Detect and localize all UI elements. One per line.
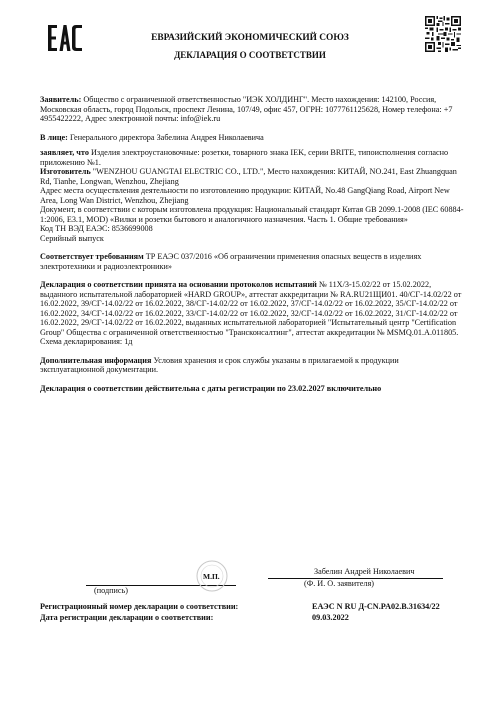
applicant-label: Заявитель: [40, 95, 82, 104]
basis-paragraph [40, 280, 464, 337]
basis-text: № 11Х/3-15.02/22 от 15.02.2022, выданного испытательной лабораторией «HARD GROUP», аттестат аккредитации № RA.RU21ЩИ01. 40/СГ-14.02/22 от 16.02.2022, 39/СГ-14.02/22 от 16.02.2022, 38/СГ-14.02/22 от 16.02.2022, 37/СГ-14.02/22 от 16.02.2022, 35/СГ-14.02/22 от 16.02.2022, 34/СГ-14.02/22 от 16.02.2022, 33/СГ-14.02/22 от 16.02.2022, 32/СГ-14.02/22 от 16.02.2022, 31/СГ-14.02/22 от 16.02.2022, 29/СГ-14.02/22 от 16.02.2022, выданных испытательной лабораторией "Испытательный центр "Certification Group" Общества с ограниченной ответственностью "Трансконсалтинг", аттестат аккредитации № MSMQ.01.A.011805. [40, 280, 462, 337]
conformity-text: ТР ЕАЭС 037/2016 «Об ограничении применения опасных веществ в изделиях электротехники и радиоэлектроники» [40, 252, 422, 271]
person-text: Генерального директора Забелина Андрея Николаевича [67, 132, 264, 142]
registration-number-row [40, 602, 480, 613]
declares-paragraph [40, 148, 464, 167]
additional-text: Условия хранения и срок службы указаны в прилагаемой к продукции эксплуатационной документации. [40, 355, 399, 374]
registration-number-label: Регистрационный номер декларации о соответствии: [40, 602, 239, 611]
validity-line: Декларация о соответствии действительна с даты регистрации по 23.02.2027 включительно [40, 383, 382, 393]
applicant-paragraph [40, 95, 464, 124]
signature-caption: (подпись) [94, 586, 128, 595]
conformity-label: Соответствует требованиям [40, 252, 144, 261]
signer-name: Забелин Андрей Николаевич [314, 567, 415, 576]
tn-ved-code: Код ТН ВЭД ЕАЭС: 8536699008 [40, 224, 153, 233]
eac-mark-icon [44, 17, 86, 59]
basis-label: Декларация о соответствии принята на основании протоколов испытаний [40, 280, 317, 289]
standard-document: Документ, в соответствии с которым изготовлена продукция: Национальный стандарт Китая GB 2099.1-2008 (IEC 60884-1:2006, E3.1, MOD) «Вилки и розетки бытового и аналогичного назначения. Часть 1. Общие требования» [40, 205, 464, 224]
registration-date-row [40, 613, 480, 624]
document-header [100, 33, 400, 61]
conformity-paragraph [40, 252, 464, 271]
production-address: Адрес места осуществления деятельности по изготовлению продукции: КИТАЙ, No.48 GangQiang Road, Airport New Area, Long Wan District, Wenzhou, Zhejiang [40, 186, 450, 205]
declares-text: Изделия электроустановочные: розетки, товарного знака IEK, серии BRITE, типоисполнения согласно приложению №1. [40, 148, 449, 167]
manufacturer-text: "WENZHOU GUANGTAI ELECTRIC CO., LTD.", Место нахождения: КИТАЙ, NO.241, East Zhuangquan Rd, Tianhe, Longwan, Wenzhou, Zhejiang [40, 167, 457, 186]
person-label: В лице: [40, 132, 68, 142]
declaration-title: ДЕКЛАРАЦИЯ О СООТВЕТСТВИИ [174, 50, 326, 61]
registration-block [40, 602, 480, 624]
additional-paragraph [40, 356, 464, 375]
declares-label: заявляет, что [40, 148, 89, 157]
registration-date-label: Дата регистрации декларации о соответствии: [40, 613, 214, 622]
declaration-body [40, 95, 464, 393]
person-paragraph [40, 133, 464, 143]
qr-code-icon[interactable] [425, 16, 461, 52]
union-title: ЕВРАЗИЙСКИЙ ЭКОНОМИЧЕСКИЙ СОЮЗ [151, 33, 349, 43]
registration-number-value: ЕАЭС N RU Д-CN.PA02.B.31634/22 [312, 602, 440, 611]
scheme-line: Схема декларирования: 1д [40, 337, 133, 346]
serial-output: Серийный выпуск [40, 233, 104, 243]
applicant-text: Общество с ограниченной ответственностью "ИЭК ХОЛДИНГ". Место нахождения: 142100, Россия, Московская область, город Подольск, проспект Ленина, 107/49, офис 457, ОГРН: 1077761125628, Номер телефона: +7 4955422222, Адрес электронной почты: info@iek.ru [40, 95, 453, 123]
registration-date-value: 09.03.2022 [312, 613, 349, 622]
fio-caption: (Ф. И. О. заявителя) [304, 579, 374, 588]
manufacturer-label: Изготовитель [40, 167, 91, 176]
additional-label: Дополнительная информация [40, 355, 152, 365]
mp-mark: М.П. [203, 572, 220, 581]
manufacturer-paragraph [40, 167, 464, 186]
